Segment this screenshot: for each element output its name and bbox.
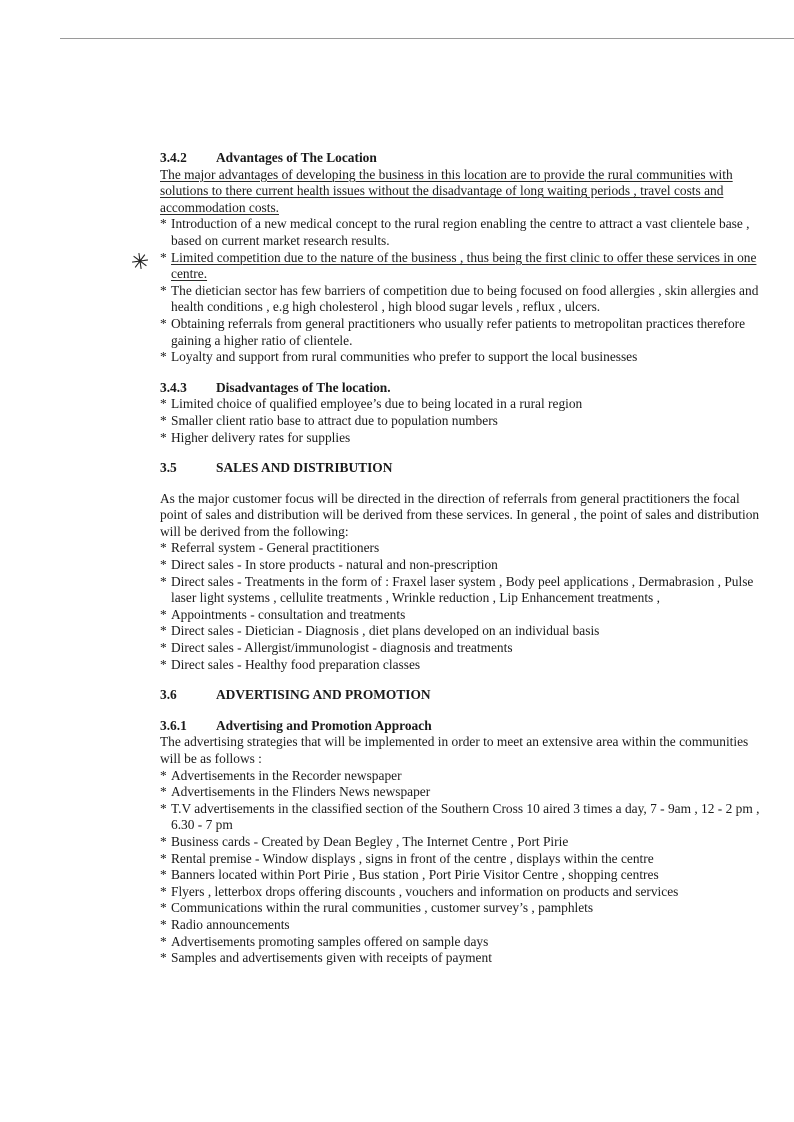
section-heading-3-4-2 <box>160 150 760 167</box>
list-item: * T.V advertisements in the classified section of the Southern Cross 10 aired 3 times a day, 7 - 9am , 12 - 2 pm , 6.30 - 7 pm <box>160 801 760 834</box>
section-heading-3-6 <box>160 687 760 704</box>
list-item: * Banners located within Port Pirie , Bus station , Port Pirie Visitor Centre , shopping centres <box>160 867 760 884</box>
bullet-list-3-6-1 <box>160 768 760 967</box>
list-item: * Direct sales - Dietician - Diagnosis , diet plans developed on an individual basis <box>160 623 760 640</box>
list-item: * Direct sales - In store products - natural and non-prescription <box>160 557 760 574</box>
list-item: * Referral system - General practitioners <box>160 540 760 557</box>
section-number: 3.6 <box>160 687 177 703</box>
section-number: 3.4.2 <box>160 150 187 165</box>
section-heading-3-4-3 <box>160 380 760 397</box>
section-number: 3.5 <box>160 460 177 476</box>
section-number: 3.4.3 <box>160 379 187 395</box>
document-page <box>160 150 760 967</box>
list-item: * Samples and advertisements given with receipts of payment <box>160 950 760 967</box>
list-item: * Advertisements in the Recorder newspaper <box>160 768 760 785</box>
list-item: * Loyalty and support from rural communities who prefer to support the local businesses <box>160 349 760 366</box>
section-title: Advertising and Promotion Approach <box>216 717 432 733</box>
section-heading-3-6-1 <box>160 718 760 735</box>
list-item: * Direct sales - Allergist/immunologist - diagnosis and treatments <box>160 640 760 657</box>
section-title: ADVERTISING AND PROMOTION <box>216 687 431 703</box>
list-item: * Flyers , letterbox drops offering discounts , vouchers and information on products and services <box>160 884 760 901</box>
bullet-list-3-4-2 <box>160 216 760 365</box>
bullet-list-3-4-3 <box>160 396 760 446</box>
list-item: * Advertisements promoting samples offered on sample days <box>160 934 760 951</box>
top-rule <box>60 38 794 39</box>
list-item: * Appointments - consultation and treatments <box>160 607 760 624</box>
list-item: * Obtaining referrals from general practitioners who usually refer patients to metropolitan practices therefore gaining a higher ratio of clientele. <box>160 316 760 349</box>
list-item: * Advertisements in the Flinders News newspaper <box>160 784 760 801</box>
list-item: * Rental premise - Window displays , signs in front of the centre , displays within the centre <box>160 851 760 868</box>
section-title: Advantages of The Location <box>216 150 377 165</box>
list-item: * Introduction of a new medical concept to the rural region enabling the centre to attract a vast clientele base , based on current market research results. <box>160 216 760 249</box>
list-item: * Communications within the rural communities , customer survey’s , pamphlets <box>160 900 760 917</box>
list-item: * Limited choice of qualified employee’s due to being located in a rural region <box>160 396 760 413</box>
list-item: * Higher delivery rates for supplies <box>160 430 760 447</box>
list-item: * Smaller client ratio base to attract due to population numbers <box>160 413 760 430</box>
section-intro-3-6-1: The advertising strategies that will be implemented in order to meet an extensive area within the communities will be as follows : <box>160 734 749 766</box>
section-title: Disadvantages of The location. <box>216 379 391 395</box>
list-item: * The dietician sector has few barriers of competition due to being focused on food allergies , skin allergies and health conditions , e.g high cholesterol , high blood sugar levels , reflux , ulcers. <box>160 283 760 316</box>
section-intro-3-5: As the major customer focus will be directed in the direction of referrals from general practitioners the focal point of sales and distribution will be derived from these services. In general , the point of sales and distribution will be derived from the following: <box>160 490 760 539</box>
section-heading-3-5 <box>160 460 760 477</box>
list-item: * Business cards - Created by Dean Begley , The Internet Centre , Port Pirie <box>160 834 760 851</box>
section-intro-3-4-2: The major advantages of developing the business in this location are to provide the rural communities with solutions to there current health issues without the disadvantage of long waiting periods , travel costs and accommodation costs. <box>160 166 733 215</box>
section-title: SALES AND DISTRIBUTION <box>216 460 393 476</box>
handwritten-star-mark: ✳ <box>129 248 152 277</box>
list-item: * Limited competition due to the nature of the business , thus being the first clinic to offer these services in one centre. <box>160 250 760 283</box>
list-item: * Direct sales - Healthy food preparation classes <box>160 657 760 674</box>
section-number: 3.6.1 <box>160 717 187 733</box>
bullet-list-3-5 <box>160 540 760 673</box>
list-item: * Radio announcements <box>160 917 760 934</box>
list-item: * Direct sales - Treatments in the form of : Fraxel laser system , Body peel applications , Dermabrasion , Pulse laser light systems , cellulite treatments , Wrinkle reduction , Lip Enhancement treatments , <box>160 574 760 607</box>
